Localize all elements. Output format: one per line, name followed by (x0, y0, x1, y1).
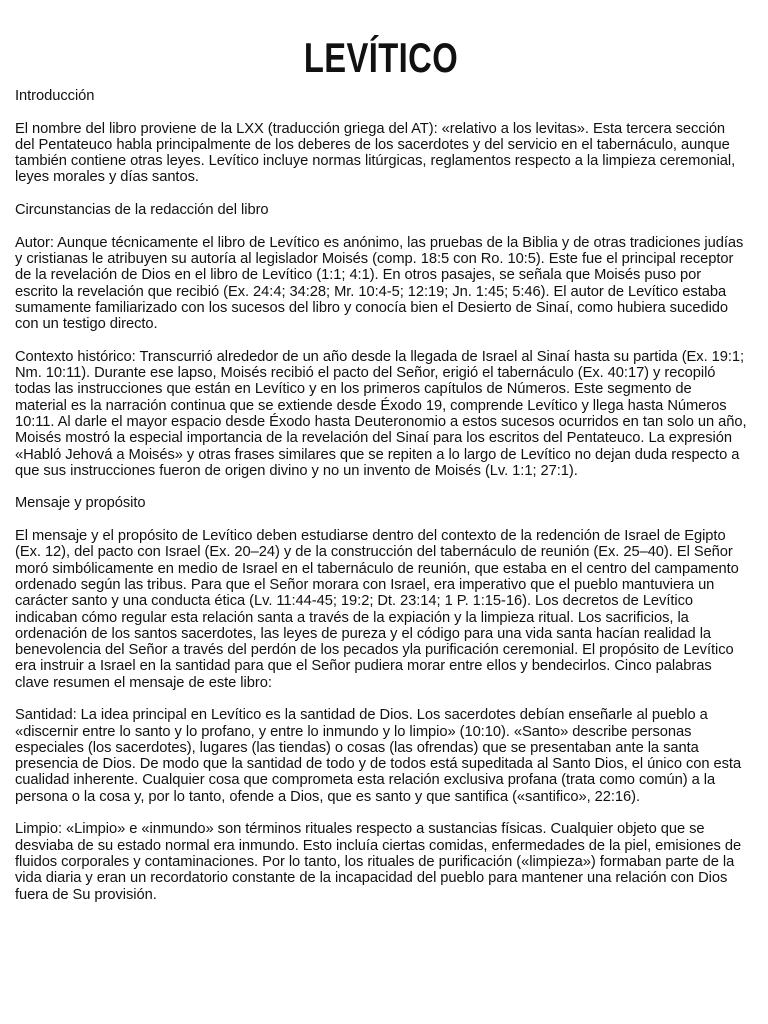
paragraph-limpio: Limpio: «Limpio» e «inmundo» son términos rituales respecto a sustancias físicas. Cualquier objeto que se desviaba de su estado normal era inmundo. Esto incluía ciertas comidas, enfermedades de la piel, emisiones de fluidos corporales y contaminaciones. Por lo tanto, los rituales de purificación («limpieza») formaban parte de la vida diaria y eran un recordatorio constante de la incapacidad del pueblo para mantener una relación con Dios fuera de Su provisión. (15, 821, 742, 903)
paragraph-autor: Autor: Aunque técnicamente el libro de Levítico es anónimo, las pruebas de la Biblia y de otras tradiciones judías y cristianas le atribuyen su autoría al legislador Moisés (comp. 18:5 con Ro. 10:5). Este fue el principal receptor de la revelación de Dios en el libro de Levítico (1:1; 4:1). En otros pasajes, se señala que Moisés puso por escrito la revelación que recibió (Ex. 24:4; 34:28; Mr. 10:4-5; 12:19; Jn. 1:45; 5:46). El autor de Levítico estaba sumamente familiarizado con los sucesos del libro y conocía bien el Desierto de Sinaí, como hubiera sucedido con un testigo directo. (15, 234, 744, 333)
paragraph-nombre-del-libro: El nombre del libro proviene de la LXX (traducción griega del AT): «relativo a los levitas». Esta tercera sección del Pentateuco habla principalmente de los deberes de los sacerdotes y del servicio en el tabernáculo, aunque también contiene otras leyes. Levítico incluye normas litúrgicas, reglamentos respecto a la limpieza ceremonial, leyes morales y días santos. (15, 120, 736, 186)
document-title: LEVÍTICO (303, 34, 459, 81)
document-page (15, 30, 747, 919)
heading-mensaje-y-proposito: Mensaje y propósito (15, 495, 146, 512)
paragraph-santidad: Santidad: La idea principal en Levítico es la santidad de Dios. Los sacerdotes debían enseñarle al pueblo a «discernir entre lo santo y lo profano, y entre lo inmundo y lo limpio» (10:10). «Santo» describe personas especiales (los sacerdotes), lugares (las tiendas) o cosas (las ofrendas) que se presentaban ante la santa presencia de Dios. De modo que la santidad de todo y de todos está supeditada al Santo Dios, el único con esta cualidad inherente. Cualquier cosa que comprometa esta relación exclusiva profana (trata como común) a la persona o la cosa y, por lo tanto, ofende a Dios, que es santo y que santifica («santifico», 22:16). (15, 707, 742, 805)
paragraph-mensaje: El mensaje y el propósito de Levítico deben estudiarse dentro del contexto de la redención de Israel de Egipto (Ex. 12), del pacto con Israel (Ex. 20–24) y de la construcción del tabernáculo de reunión (Ex. 25–40). El Señor moró simbólicamente en medio de Israel en el tabernáculo de reunión, que estaba en el centro del campamento ordenado según las tribus. Para que el Señor morara con Israel, era imperativo que el pueblo mantuviera un carácter santo y una conducta ética (Lv. 11:44-45; 19:2; Dt. 23:14; 1 P. 1:15-16). Los decretos de Levítico indicaban cómo regular esta relación santa a través de la expiación y la limpieza ritual. Los sacrificios, la ordenación de los santos sacerdotes, las leyes de pureza y el código para una vida santa hacían realidad la benevolencia del Señor a través del perdón de los pecados yla purificación ceremonial. El propósito de Levítico era instruir a Israel en la santidad para que el Señor pudiera morar entre ellos y bendecirlos. Cinco palabras clave resumen el mensaje de este libro: (15, 528, 739, 691)
heading-circunstancias: Circunstancias de la redacción del libro (15, 202, 269, 219)
paragraph-contexto-historico: Contexto histórico: Transcurrió alrededor de un año desde la llegada de Israel al Sinaí hasta su partida (Ex. 19:1; Nm. 10:11). Durante ese lapso, Moisés recibió el pacto del Señor, erigió el tabernáculo (Ex. 40:17) y recopiló todas las instrucciones que están en Levítico y en los primeros capítulos de Números. Este segmento de material es la narración continua que se extiende desde Éxodo 19, comprende Levítico y llega hasta Números 10:11. Al darle el mayor espacio desde Éxodo hasta Deuteronomio a estos sucesos ocurridos en tan solo un año, Moisés mostró la especial importancia de la revelación del Sinaí para los escritos del Pentateuco. La expresión «Habló Jehová a Moisés» y otras frases similares que se repiten a lo largo de Levítico no dejan duda respecto a que sus instrucciones fueron de origen divino y no un invento de Moisés (Lv. 1:1; 27:1). (15, 348, 747, 479)
heading-introduccion: Introducción (15, 88, 95, 104)
